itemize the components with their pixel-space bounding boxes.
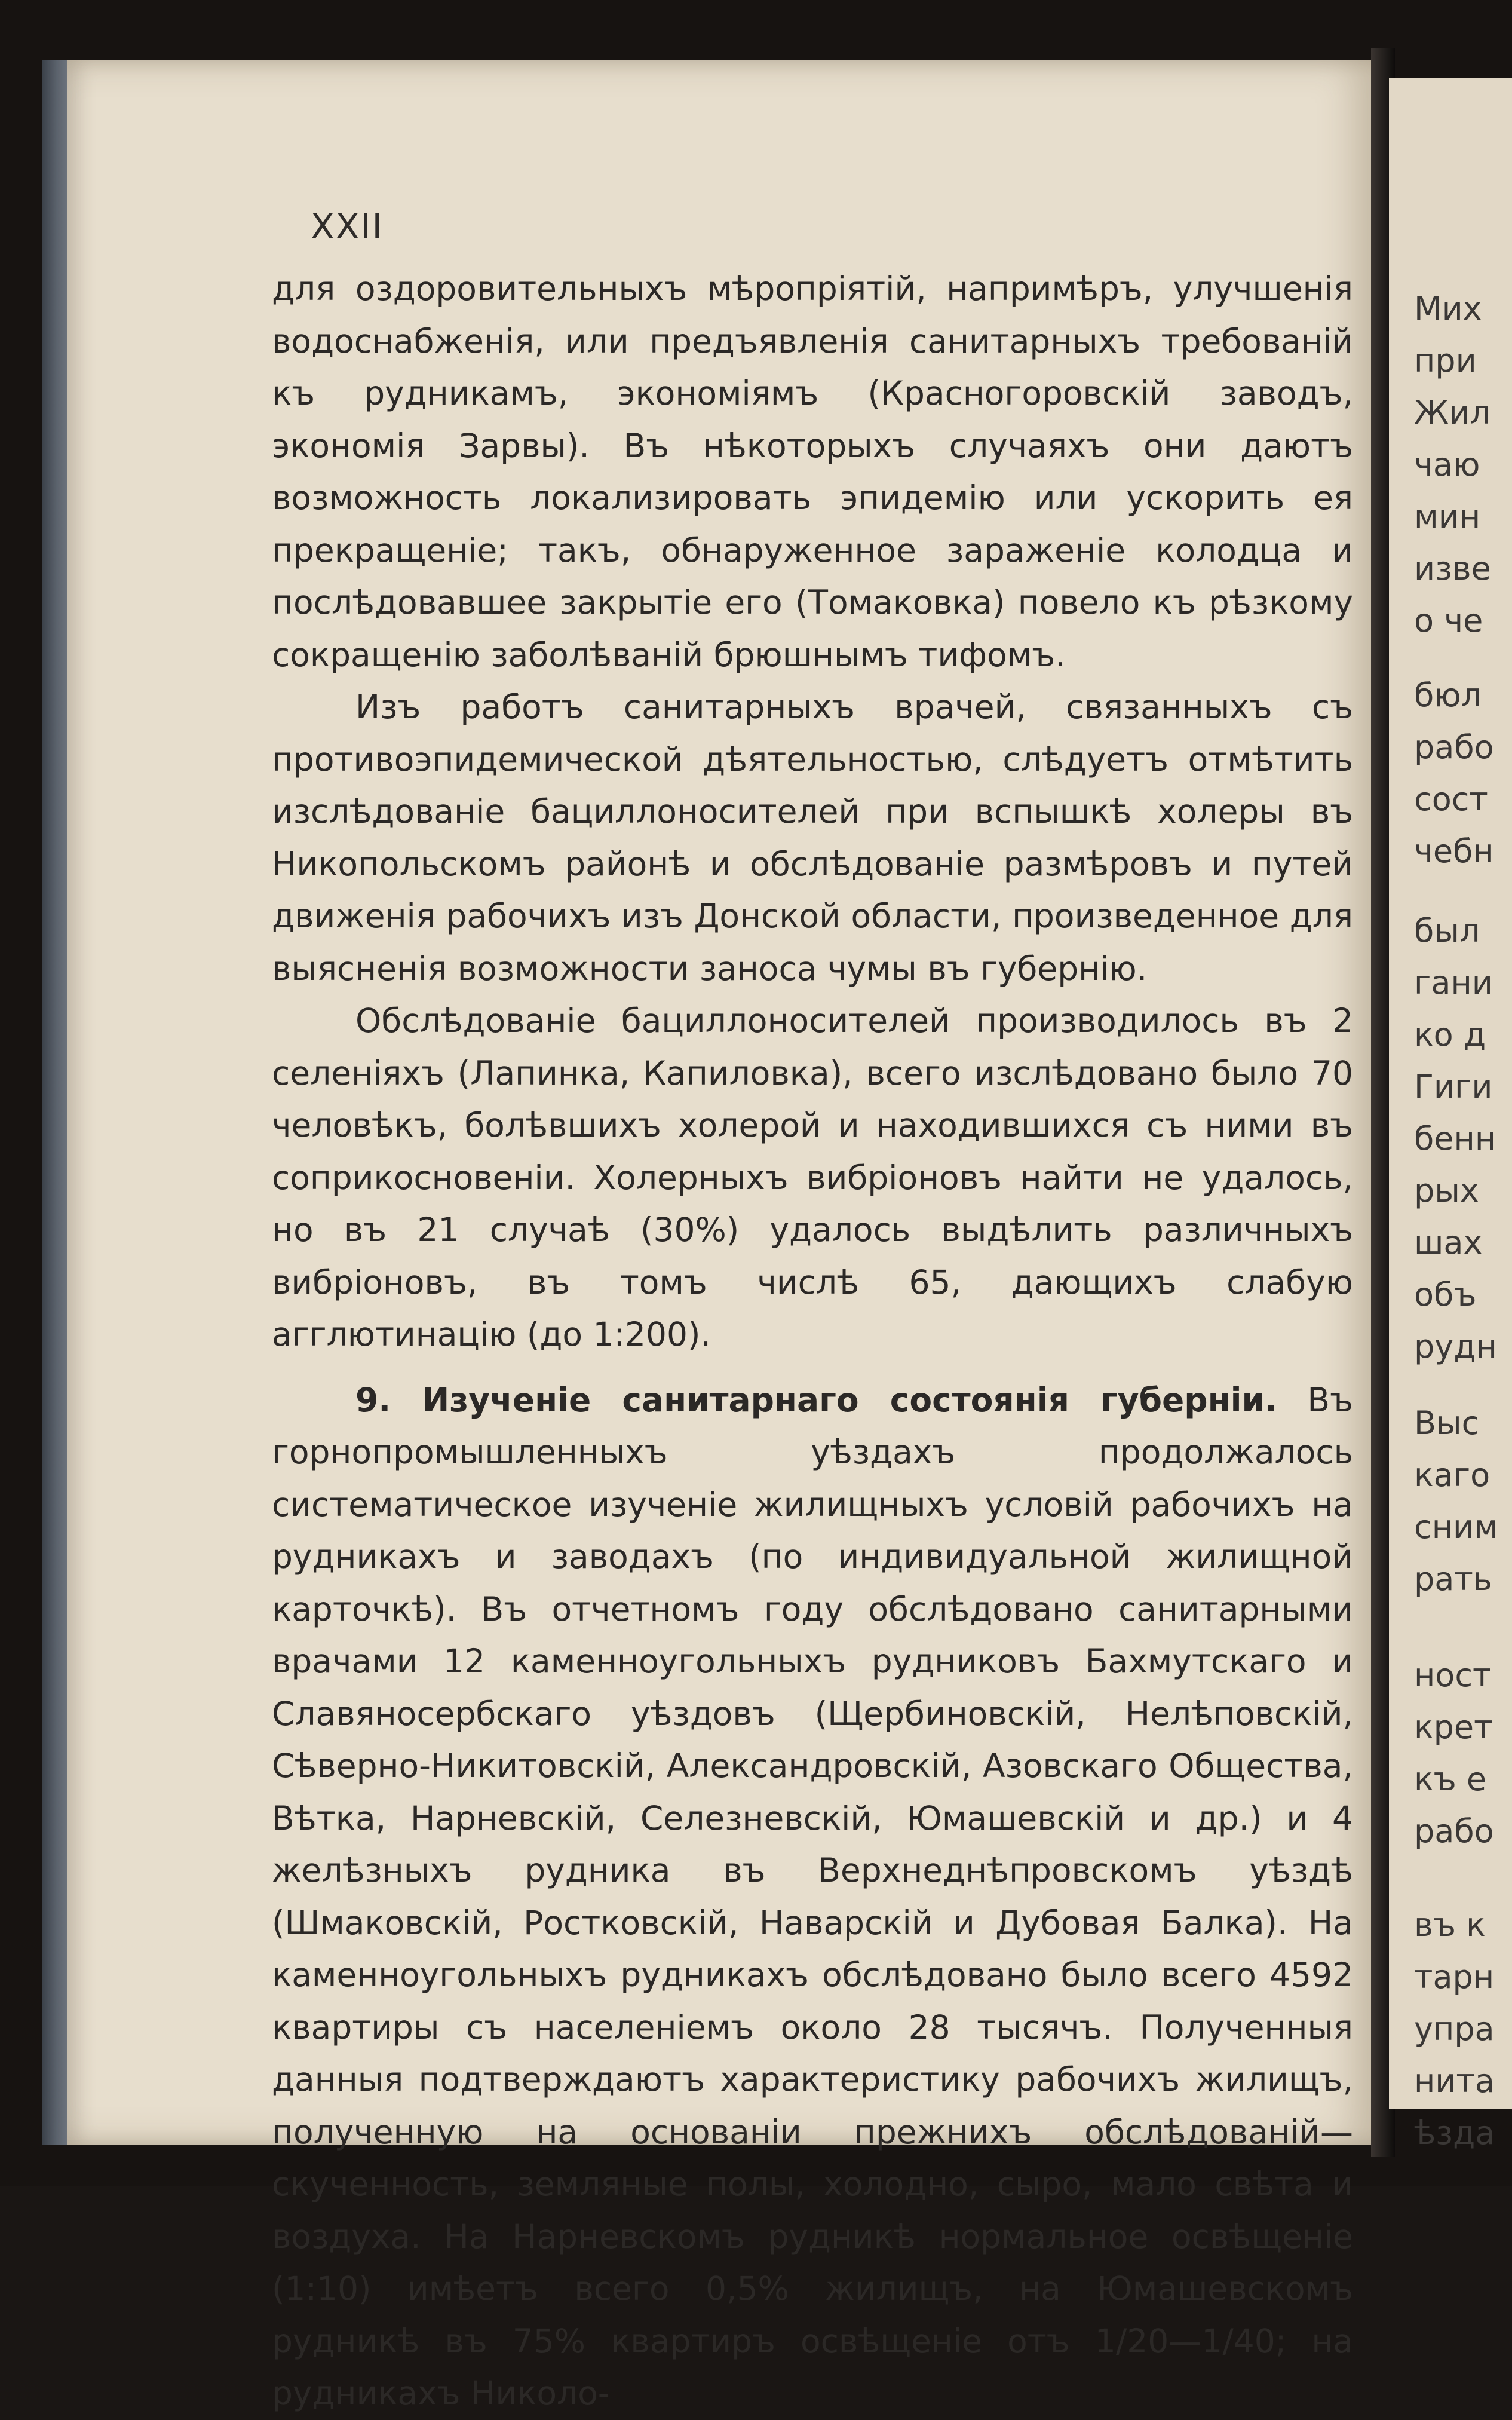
- right-page-fragment: гани: [1414, 964, 1493, 1001]
- right-page-fragment: сост: [1414, 780, 1488, 818]
- right-page-fragment: ѣзда: [1414, 2114, 1495, 2152]
- section-heading: 9. Изученіе санитарнаго состоянія губерніи.: [355, 1380, 1277, 1419]
- right-page-fragment: Жил: [1414, 394, 1490, 431]
- right-page-fragment: рабо: [1414, 1812, 1494, 1850]
- right-page-fragment: изве: [1414, 550, 1491, 587]
- right-page-fragment: сним: [1414, 1508, 1498, 1546]
- right-page-fragment: о че: [1414, 602, 1483, 639]
- right-page-fragment: рабо: [1414, 728, 1494, 766]
- right-page-fragment: упра: [1414, 2010, 1495, 2048]
- right-page-fragment: ко д: [1414, 1016, 1486, 1053]
- paragraph-3: Обслѣдованіе бациллоносителей производилось въ 2 селеніяхъ (Лапинка, Капиловка), всего изслѣдовано было 70 человѣкъ, болѣвшихъ холерой и находившихся съ ними въ соприкосновеніи. Холерныхъ вибріоновъ найти не удалось, но въ 21 случаѣ (30%) удалось выдѣлить различныхъ вибріоновъ, въ томъ числѣ 65, дающихъ слабую агглютинацію (до 1:200).: [272, 1001, 1353, 1353]
- right-page-fragment: при: [1414, 342, 1477, 379]
- right-page-fragment: чебн: [1414, 832, 1494, 870]
- right-page-fragment: тарн: [1414, 1958, 1495, 1996]
- right-page-fragment: Выс: [1414, 1404, 1480, 1442]
- paragraph-2: Изъ работъ санитарныхъ врачей, связанныхъ съ противоэпидемической дѣятельностью, слѣдуетъ отмѣтить изслѣдованіе бациллоносителей при вспышкѣ холеры въ Никопольскомъ районѣ и обслѣдованіе размѣровъ и путей движенія рабочихъ изъ Донской области, произведенное для выясненія возможности заноса чумы въ губернію.: [272, 688, 1353, 988]
- right-page-edge: [1389, 78, 1512, 2152]
- right-page-fragment: рых: [1414, 1172, 1479, 1209]
- right-page-fragment: ност: [1414, 1656, 1492, 1694]
- right-page-fragment: объ: [1414, 1276, 1477, 1313]
- page-body: [272, 263, 1353, 2420]
- right-page-fragment: нита: [1414, 2062, 1495, 2100]
- right-page-fragment: каго: [1414, 1456, 1490, 1494]
- right-page-fragment: чаю: [1414, 446, 1480, 483]
- page-number: XXII: [311, 206, 384, 247]
- right-page-fragment: мин: [1414, 498, 1481, 535]
- right-page-fragment: въ к: [1414, 1906, 1486, 1944]
- right-page-fragment: бюл: [1414, 676, 1482, 714]
- right-page-fragment: къ е: [1414, 1760, 1487, 1798]
- paragraph-4-text: Въ горнопромышленныхъ уѣздахъ продолжалось систематическое изученіе жилищныхъ условій рабочихъ на рудникахъ и заводахъ (по индивидуальной жилищной карточкѣ). Въ отчетномъ году обслѣдовано санитарными врачами 12 каменноугольныхъ рудниковъ Бахмутскаго и Славяносербскаго уѣздовъ (Щербиновскій, Нелѣповскій, Сѣверно-Никитовскій, Александровскій, Азовскаго Общества, Вѣтка, Нарневскій, Селезневскій, Юмашевскій и др.) и 4 желѣзныхъ рудника въ Верхнеднѣпровскомъ уѣздѣ (Шмаковскій, Ростковскій, Наварскій и Дубовая Балка). На каменноугольныхъ рудникахъ обслѣдовано было всего 4592 квартиры съ населеніемъ около 28 тысячъ. Полученныя данныя подтверждаютъ характеристику рабочихъ жилищъ, полученную на основаніи прежнихъ обслѣдованій—скученность, земляные полы, холодно, сыро, мало свѣта и воздуха. На Нарневскомъ рудникѣ нормальное освѣщеніе (1:10) имѣетъ всего 0,5% жилищъ, на Юмашевскомъ рудникѣ въ 75% квартиръ освѣщеніе отъ 1/20—1/40; на рудникахъ Николо-: [272, 1380, 1353, 2412]
- right-page-fragment: был: [1414, 912, 1480, 949]
- paragraph-4: [272, 1374, 1353, 2420]
- paragraph-1: для оздоровительныхъ мѣропріятій, напримѣръ, улучшенія водоснабженія, или предъявленія санитарныхъ требованій къ рудникамъ, экономіямъ (Красногоровскій заводъ, экономія Зарвы). Въ нѣкоторыхъ случаяхъ они даютъ возможность локализировать эпидемію или ускорить ея прекращеніе; такъ, обнаруженное зараженіе колодца и послѣдовавшее закрытіе его (Томаковка) повело къ рѣзкому сокращенію заболѣваній брюшнымъ тифомъ.: [272, 269, 1353, 674]
- right-page-fragment: бенн: [1414, 1120, 1496, 1157]
- right-page-fragment: рать: [1414, 1560, 1492, 1598]
- right-page-fragment: шах: [1414, 1224, 1483, 1261]
- right-page-fragment: крет: [1414, 1708, 1493, 1746]
- right-page-fragment: Мих: [1414, 290, 1482, 327]
- right-page-fragment: рудн: [1414, 1328, 1497, 1365]
- right-page-fragment: Гиги: [1414, 1068, 1493, 1105]
